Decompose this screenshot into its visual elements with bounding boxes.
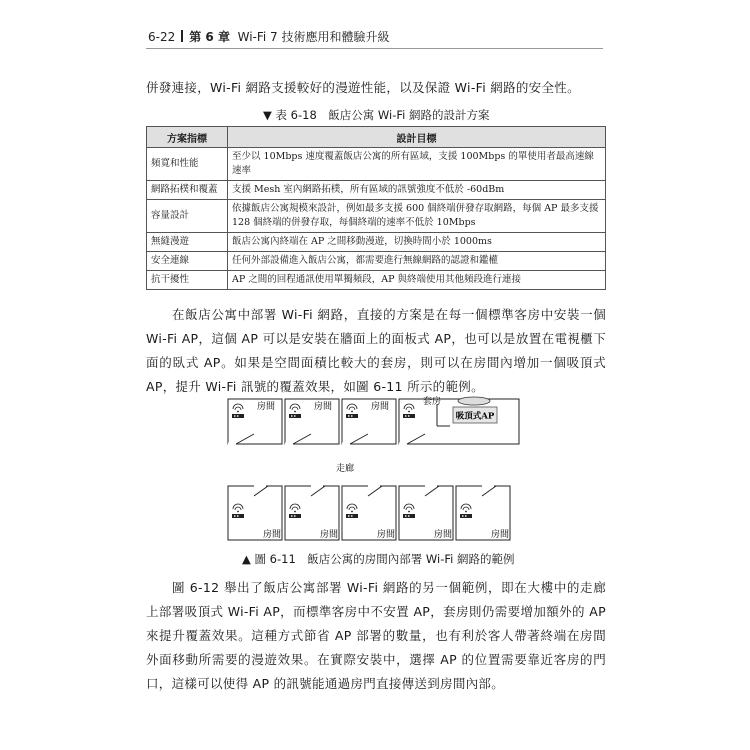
table-row xyxy=(147,148,606,181)
wifi-ap-icon xyxy=(460,504,472,518)
wifi-ap-icon xyxy=(403,404,415,418)
table-cell-goal: 任何外部設備進入飯店公寓，都需要進行無線網路的認證和鑑權 xyxy=(228,252,606,271)
table-cell-goal: 飯店公寓內終端在 AP 之間移動漫遊，切換時間小於 1000ms xyxy=(228,233,606,252)
wifi-ap-icon xyxy=(232,504,244,518)
table-header-cell: 設計目標 xyxy=(228,127,606,148)
wifi-ap-icon xyxy=(346,504,358,518)
paragraph-2: 圖 6-12 舉出了飯店公寓部署 Wi-Fi 網路的另一個範例，即在大樓中的走廊上部署吸頂式 Wi-Fi AP，而標準客房中不安置 AP，套房則仍需要增加額外的 AP 來提升覆蓋效果。這種方式節省 AP 部署的數量，也有利於客人帶著終端在房間外面移動所需要的漫遊效果。在實際安裝中，選擇 AP 的位置需要靠近客房的門口，這樣可以使得 AP 的訊號能通過房門直接傳送到房間內部。 xyxy=(146,580,606,691)
wifi-ap-icon xyxy=(232,404,244,418)
ceiling-ap-label: 吸頂式AP xyxy=(455,411,495,422)
ceiling-ap-icon xyxy=(458,397,490,405)
intro-line: 併發連接，Wi-Fi 網路支援較好的漫遊性能，以及保證 Wi-Fi 網路的安全性。 xyxy=(146,80,580,95)
room-label: 房間 xyxy=(377,530,396,540)
table-row xyxy=(147,271,606,290)
room-label: 房間 xyxy=(314,402,333,412)
table-caption: ▼ 表 6-18 飯店公寓 Wi-Fi 網路的設計方案 xyxy=(263,108,490,122)
table-cell-goal: 依據飯店公寓規模來設計，例如最多支援 600 個終端併發存取網路，每個 AP 最多支援 128 個終端的併發存取，每個終端的速率不低於 10Mbps xyxy=(228,200,606,233)
bottom-room-5 xyxy=(456,486,510,540)
room-label: 房間 xyxy=(371,402,390,412)
table-row xyxy=(147,252,606,271)
table-header-row xyxy=(147,127,606,148)
table-row xyxy=(147,181,606,200)
table-cell-goal: 支援 Mesh 室內網路拓樸，所有區域的訊號強度不低於 -60dBm xyxy=(228,181,606,200)
table-header-cell: 方案指標 xyxy=(147,127,228,148)
header-rule xyxy=(146,48,603,49)
table-row xyxy=(147,233,606,252)
paragraph-1: 在飯店公寓中部署 Wi-Fi 網路，直接的方案是在每一個標準客房中安裝一個 Wi-Fi AP，這個 AP 可以是安裝在牆面上的面板式 AP，也可以是放置在電視櫃下面的臥式 AP。如果是空間面積比較大的套房，則可以在房間內增加一個吸頂式 AP，提升 Wi-Fi 訊號的覆蓋效果，如圖 6-11 所示的範例。 xyxy=(146,307,606,394)
table-row xyxy=(147,200,606,233)
table-cell-metric: 無縫漫遊 xyxy=(147,233,228,252)
corridor-label: 走廊 xyxy=(336,464,355,474)
wifi-ap-icon xyxy=(346,404,358,418)
bottom-room-3 xyxy=(342,486,396,540)
room-label: 房間 xyxy=(491,530,510,540)
page-header xyxy=(148,28,390,45)
suite-label: 套房 xyxy=(423,397,442,407)
top-room-3 xyxy=(342,399,396,444)
bottom-room-2 xyxy=(285,486,339,540)
wifi-ap-icon xyxy=(403,504,415,518)
table-cell-metric: 抗干擾性 xyxy=(147,271,228,290)
chapter-title: Wi-Fi 7 技術應用和體驗升級 xyxy=(237,30,390,44)
bottom-room-1 xyxy=(228,486,282,540)
wifi-ap-icon xyxy=(289,504,301,518)
table-cell-goal: AP 之間的回程通訊使用單獨頻段，AP 與終端使用其他頻段進行連接 xyxy=(228,271,606,290)
table-cell-metric: 安全連線 xyxy=(147,252,228,271)
chapter-number: 第 6 章 xyxy=(189,30,230,44)
top-room-1 xyxy=(228,399,282,444)
table-cell-metric: 容量設計 xyxy=(147,200,228,233)
design-table xyxy=(146,126,606,290)
header-divider xyxy=(181,30,183,42)
room-label: 房間 xyxy=(320,530,339,540)
floor-plan-figure xyxy=(226,392,526,548)
room-label: 房間 xyxy=(434,530,453,540)
figure-caption: ▲ 圖 6-11 飯店公寓的房間內部署 Wi-Fi 網路的範例 xyxy=(242,552,515,566)
room-label: 房間 xyxy=(257,402,276,412)
top-room-2 xyxy=(285,399,339,444)
top-suite xyxy=(399,395,519,444)
page-number: 6-22 xyxy=(148,30,176,44)
table-cell-metric: 頻寬和性能 xyxy=(147,148,228,181)
room-label: 房間 xyxy=(263,530,282,540)
table-cell-goal: 至少以 10Mbps 速度覆蓋飯店公寓的所有區域，支援 100Mbps 的單使用者最高速線速率 xyxy=(228,148,606,181)
wifi-ap-icon xyxy=(289,404,301,418)
bottom-room-4 xyxy=(399,486,453,540)
table-cell-metric: 網路拓樸和覆蓋 xyxy=(147,181,228,200)
